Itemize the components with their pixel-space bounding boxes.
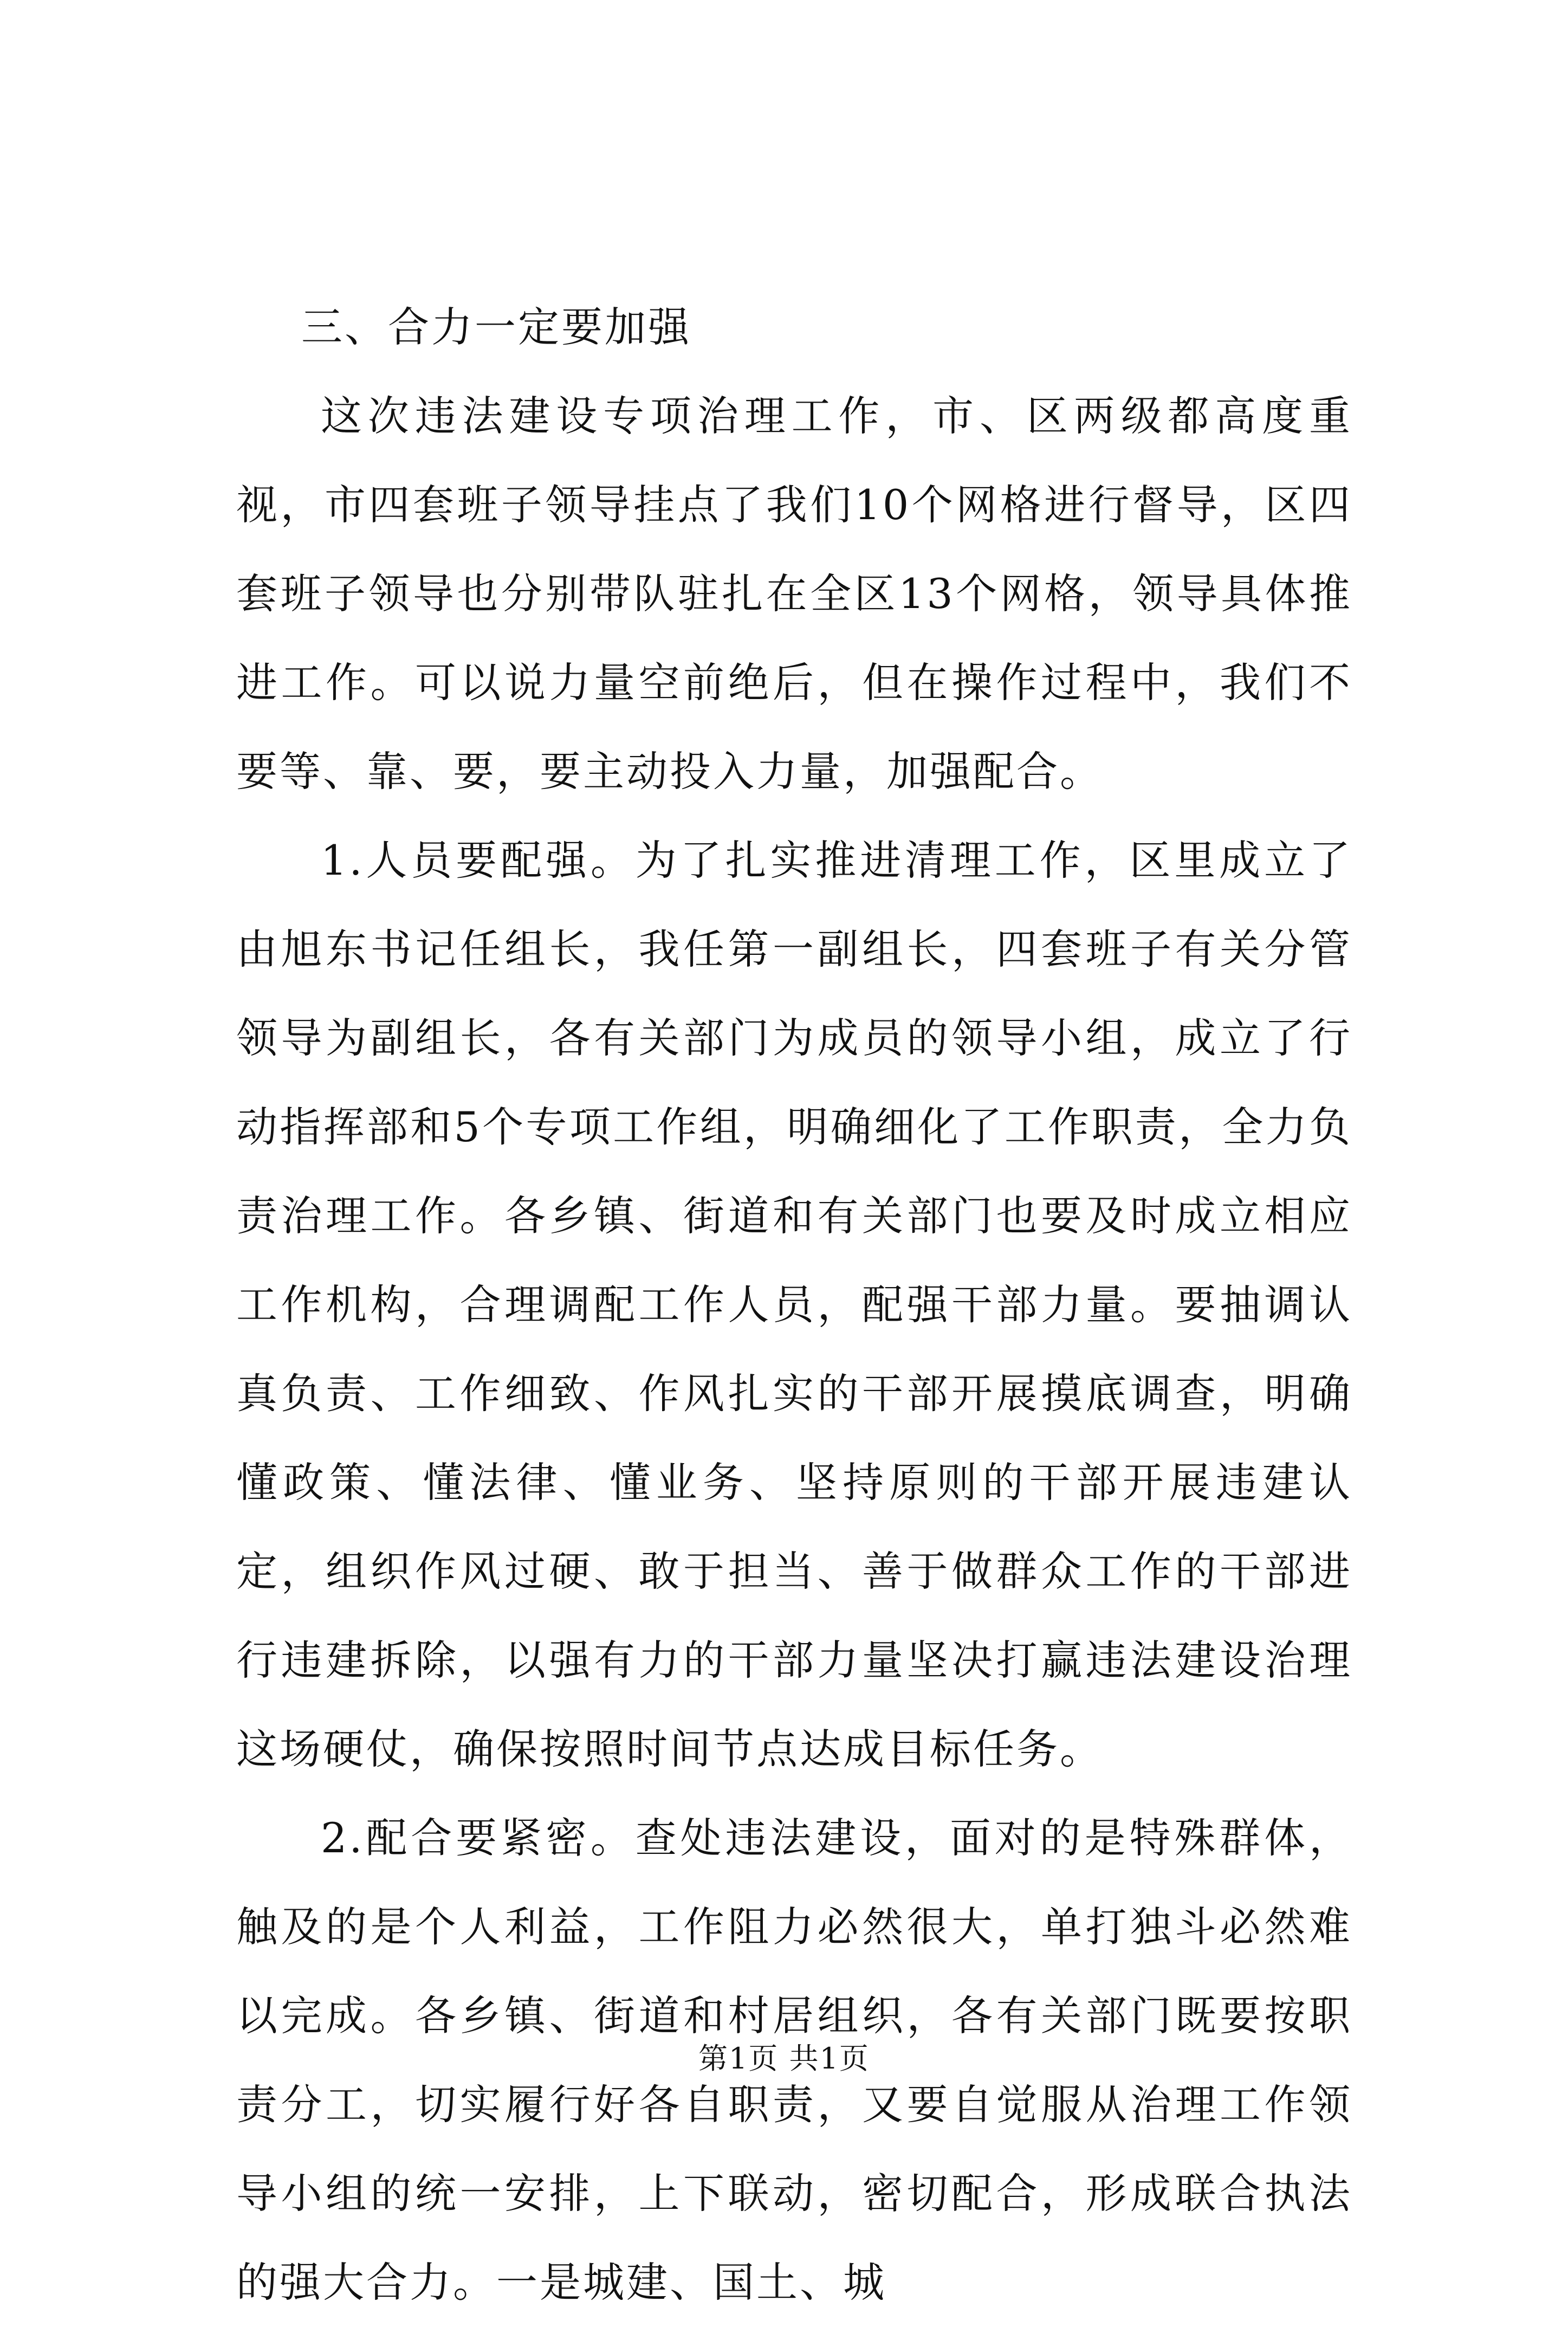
paragraph-staffing: 1.人员要配强。为了扎实推进清理工作，区里成立了由旭东书记任组长，我任第一副组长，四套班子有关分管领导为副组长，各有关部门为成员的领导小组，成立了行动指挥部和5个专项工作组，明确细化了工作职责，全力负责治理工作。各乡镇、街道和有关部门也要及时成立相应工作机构，合理调配工作人员，配强干部力量。要抽调认真负责、工作细致、作风扎实的干部开展摸底调查，明确懂政策、懂法律、懂业务、坚持原则的干部开展违建认定，组织作风过硬、敢于担当、善于做群众工作的干部进行违建拆除，以强有力的干部力量坚决打赢违法建设治理这场硬仗，确保按照时间节点达成目标任务。 [236,836,1352,1773]
paragraph-coordination: 2.配合要紧密。查处违法建设，面对的是特殊群体，触及的是个人利益，工作阻力必然很大，单打独斗必然难以完成。各乡镇、街道和村居组织，各有关部门既要按职责分工，切实履行好各自职责，又要自觉服从治理工作领导小组的统一安排，上下联动，密切配合，形成联合执法的强大合力。一是城建、国土、城 [236,1814,1352,2306]
paragraph-intro: 这次违法建设专项治理工作，市、区两级都高度重视，市四套班子领导挂点了我们10个网格进行督导，区四套班子领导也分别带队驻扎在全区13个网格，领导具体推进工作。可以说力量空前绝后，但在操作过程中，我们不要等、靠、要，要主动投入力量，加强配合。 [236,392,1352,796]
page-number-footer: 第1页 共1页 [698,2041,870,2076]
document-body [236,283,1352,2327]
section-heading: 三、合力一定要加强 [301,303,691,351]
